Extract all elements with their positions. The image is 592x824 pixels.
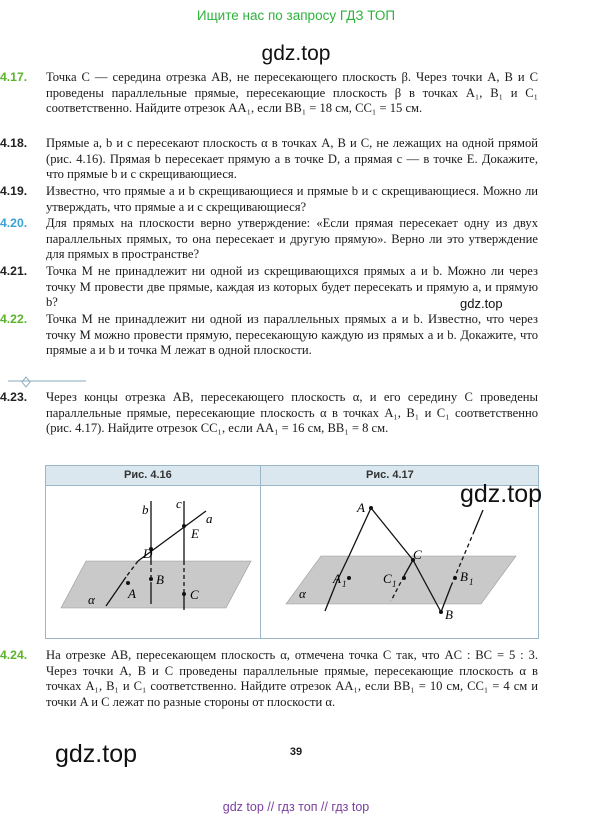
figure-4-16-title: Рис. 4.16: [124, 469, 172, 481]
problem-4-20: [0, 216, 538, 263]
figure-4-17-title: Рис. 4.17: [366, 469, 414, 481]
line-AA1: [349, 508, 371, 556]
page-number: 39: [289, 746, 303, 758]
problem-text: Точка M не принадлежит ни одной из скрещивающихся прямых a и b. Можно ли через точку M провести две прямые, каждая из которых будет пересекать и прямую a, и прямую b?: [46, 264, 538, 310]
figure-4-16: [46, 486, 260, 636]
problem-text: На отрезке AB, пересекающем плоскость α, отмечена точка C так, что AC : BC = 5 : 3. Через точки A, B и C проведены параллельные прямые, пересекающие плоскость α в точках A₁, B₁ и C₁ соответственно. Найдите отрезок AA₁, если BB₁ = 10 см, CC₁ = 4 см и точки A и C лежат по разные стороны от плоскости α.: [46, 648, 538, 709]
plane-alpha: [286, 556, 516, 604]
problem-number: 4.22.: [0, 312, 28, 326]
label-b: b: [142, 502, 149, 517]
point-A1: [347, 576, 351, 580]
problem-text: Через концы отрезка AB, пересекающего плоскость α, и его середину C проведены параллельные прямые, пересекающие плоскость α в точках A₁, B₁ и C₁ соответственно (рис. 4.17). Найдите отрезок CC₁, если AA₁ = 16 см, BB₁ = 8 см.: [46, 390, 538, 436]
problem-number: 4.21.: [0, 264, 28, 278]
point-B: [149, 577, 153, 581]
footer-links: gdz top // гдз топ // гдз top: [222, 800, 370, 814]
problem-number: 4.17.: [0, 70, 28, 84]
label-alpha: α: [88, 592, 95, 607]
problem-text: Известно, что прямые a и b скрещивающиеся и прямые b и c скрещивающиеся. Можно ли утверждать, что прямые a и c скрещивающиеся?: [46, 184, 538, 214]
problem-number: 4.23.: [0, 390, 28, 404]
problem-number: 4.18.: [0, 136, 28, 150]
watermark: gdz.top: [55, 740, 138, 768]
label-B1-subscript: 1: [469, 577, 474, 587]
label-E: E: [191, 526, 199, 541]
label-A: A: [128, 586, 136, 601]
label-A: A: [357, 500, 365, 515]
problem-4-24: [0, 648, 538, 710]
problem-4-23: [0, 390, 538, 437]
problem-text: Точка M не принадлежит ни одной из параллельных прямых a и b. Известно, что через точку M можно провести прямую, пересекающую каждую из прямых a и b. Докажите, что прямые a и b и точка M лежат в одной плоскости.: [46, 312, 538, 358]
problem-number: 4.20.: [0, 216, 28, 230]
problem-text: Точка C — середина отрезка AB, не пересекающего плоскость β. Через точки A, B и C проведены параллельные прямые, пересекающие плоскость β в точках A₁, B₁ и C₁ соответственно. Найдите отрезок AA₁, если BB₁ = 18 см, CC₁ = 15 см.: [46, 70, 538, 116]
label-a: a: [206, 511, 213, 526]
label-B1: B: [460, 569, 468, 584]
problem-4-17: [0, 70, 538, 117]
label-B: B: [156, 572, 164, 587]
label-C: C: [190, 587, 199, 602]
label-A1-subscript: 1: [342, 579, 347, 589]
point-C: [182, 592, 186, 596]
point-A: [126, 581, 130, 585]
line-BB1-upper: [473, 510, 483, 534]
bookmark-marker: [6, 373, 86, 391]
label-alpha: α: [299, 586, 306, 601]
point-C1: [402, 576, 406, 580]
problem-4-22: [0, 312, 538, 359]
search-banner: Ищите нас по запросу ГДЗ ТОП: [196, 8, 396, 23]
watermark: gdz.top: [460, 480, 543, 508]
label-D: D: [143, 546, 153, 561]
point-B1: [453, 576, 457, 580]
label-C: C: [413, 547, 422, 562]
label-C1-subscript: 1: [392, 579, 397, 589]
problem-4-18: [0, 136, 538, 183]
point-B: [439, 610, 443, 614]
problem-number: 4.19.: [0, 184, 28, 198]
problem-4-19: [0, 184, 538, 215]
site-title: gdz.top: [261, 42, 331, 65]
segment-AC: [371, 508, 413, 560]
label-c: c: [176, 496, 182, 511]
point-A: [369, 506, 373, 510]
label-C1: C: [383, 571, 392, 586]
problem-number: 4.24.: [0, 648, 28, 662]
label-A1: A: [333, 571, 341, 586]
problem-text: Для прямых на плоскости верно утверждение: «Если прямая пересекает одну из двух параллельных прямых, то она пересекает и другую прямую». Верно ли это утверждение для прямых в пространстве?: [46, 216, 538, 262]
watermark: gdz.top: [460, 296, 503, 311]
label-B: B: [445, 607, 453, 622]
problem-text: Прямые a, b и c пересекают плоскость α в точках A, B и C, не лежащих на одной прямой (рис. 4.16). Прямая b пересекает прямую a в точке D, а прямая c — в точке E. Докажите, что прямые b и c скрещивающиеся.: [46, 136, 538, 182]
point-E: [182, 524, 186, 528]
